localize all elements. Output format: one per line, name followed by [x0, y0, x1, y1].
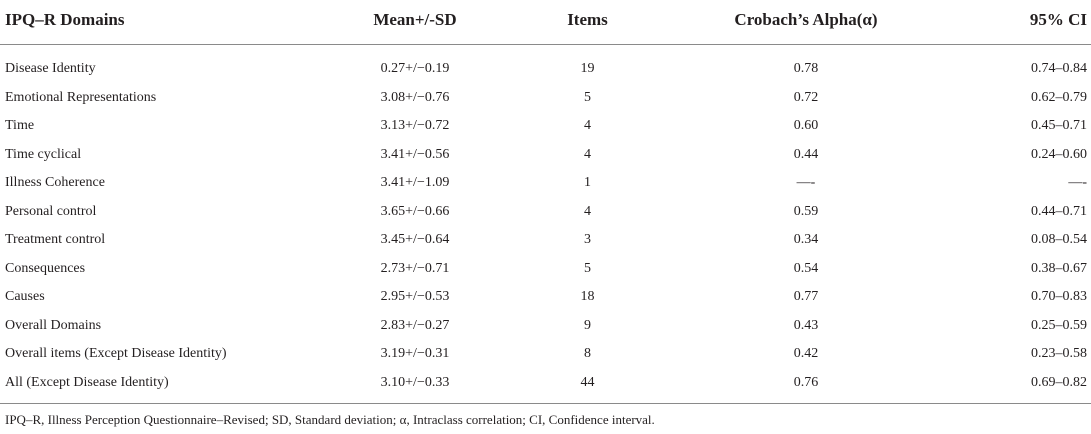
cell-ci: —- — [1068, 175, 1087, 191]
cell-mean-sd: 3.13+/−0.72 — [380, 118, 450, 134]
table-body — [0, 45, 1091, 404]
cell-mean-sd: 3.41+/−0.56 — [380, 146, 450, 162]
cell-alpha: 0.43 — [793, 317, 819, 333]
header-95-ci: 95% CI — [937, 0, 1091, 45]
cell-domain: Consequences — [5, 260, 86, 276]
cell-items: 8 — [584, 346, 591, 362]
cell-mean-sd: 2.95+/−0.53 — [380, 289, 450, 305]
cell-items: 4 — [584, 118, 591, 134]
table-row — [0, 169, 1091, 198]
cell-domain: Time — [5, 118, 35, 134]
table-row — [0, 141, 1091, 170]
cell-mean-sd: 0.27+/−0.19 — [380, 61, 450, 77]
cell-mean-sd: 2.73+/−0.71 — [380, 260, 450, 276]
table-row — [0, 312, 1091, 341]
cell-items: 4 — [584, 203, 591, 219]
cell-mean-sd: 2.83+/−0.27 — [380, 317, 450, 333]
cell-alpha: 0.42 — [793, 346, 819, 362]
cell-items: 3 — [584, 232, 591, 248]
table-header — [0, 0, 1091, 45]
cell-items: 19 — [580, 61, 595, 77]
cell-ci: 0.70–0.83 — [1031, 289, 1087, 305]
table-row — [0, 226, 1091, 255]
cell-mean-sd: 3.10+/−0.33 — [330, 369, 500, 404]
cell-ci: 0.69–0.82 — [937, 369, 1091, 404]
cell-items: 5 — [584, 89, 591, 105]
cell-domain: Disease Identity — [5, 61, 96, 77]
cell-alpha: 0.34 — [793, 232, 819, 248]
table-row — [0, 198, 1091, 227]
cell-alpha: 0.72 — [793, 89, 819, 105]
cell-alpha: 0.59 — [793, 203, 819, 219]
cell-alpha: 0.54 — [793, 260, 819, 276]
cell-ci: 0.08–0.54 — [1031, 232, 1087, 248]
cell-mean-sd: 3.08+/−0.76 — [380, 89, 450, 105]
cell-domain: Time cyclical — [5, 146, 82, 162]
table-row — [0, 283, 1091, 312]
cell-alpha: —- — [796, 175, 816, 191]
cell-ci: 0.38–0.67 — [1031, 260, 1087, 276]
cell-domain: Illness Coherence — [5, 175, 105, 191]
cell-mean-sd: 3.41+/−1.09 — [380, 175, 450, 191]
cell-items: 4 — [584, 146, 591, 162]
table-row — [0, 340, 1091, 369]
cell-domain: All (Except Disease Identity) — [0, 369, 330, 404]
cell-domain: Causes — [5, 289, 45, 305]
header-cronbach-alpha: Crobach’s Alpha(α) — [675, 0, 937, 45]
cell-alpha: 0.44 — [793, 146, 819, 162]
cell-items: 44 — [500, 369, 675, 404]
cell-domain: Overall Domains — [5, 317, 102, 333]
cell-domain: Emotional Representations — [5, 89, 157, 105]
cell-items: 9 — [584, 317, 591, 333]
header-row — [0, 0, 1091, 45]
cell-domain: Personal control — [5, 203, 97, 219]
cell-domain: Overall items (Except Disease Identity) — [5, 346, 227, 362]
cell-alpha: 0.76 — [675, 369, 937, 404]
table-row — [0, 112, 1091, 141]
table-row — [0, 45, 1091, 84]
header-domains: IPQ–R Domains — [0, 0, 330, 45]
cell-ci: 0.74–0.84 — [1031, 61, 1087, 77]
cell-ci: 0.44–0.71 — [1031, 203, 1087, 219]
header-items: Items — [500, 0, 675, 45]
header-mean-sd: Mean+/-SD — [330, 0, 500, 45]
cell-mean-sd: 3.65+/−0.66 — [380, 203, 450, 219]
cell-mean-sd: 3.19+/−0.31 — [380, 346, 450, 362]
cell-ci: 0.45–0.71 — [1031, 118, 1087, 134]
cell-items: 18 — [580, 289, 595, 305]
cell-alpha: 0.77 — [793, 289, 819, 305]
cell-ci: 0.62–0.79 — [1031, 89, 1087, 105]
cell-ci: 0.25–0.59 — [1031, 317, 1087, 333]
cell-ci: 0.23–0.58 — [1031, 346, 1087, 362]
cell-ci: 0.24–0.60 — [1031, 146, 1087, 162]
cell-domain: Treatment control — [5, 232, 106, 248]
cell-alpha: 0.60 — [793, 118, 819, 134]
table-row — [0, 255, 1091, 284]
cell-mean-sd: 3.45+/−0.64 — [380, 232, 450, 248]
table-footnote: IPQ–R, Illness Perception Questionnaire–Revised; SD, Standard deviation; α, Intraclass correlation; CI, Confidence interval. — [5, 412, 655, 427]
cell-items: 5 — [584, 260, 591, 276]
table-row — [0, 369, 1091, 404]
table-row — [0, 84, 1091, 113]
cell-items: 1 — [584, 175, 591, 191]
cell-alpha: 0.78 — [793, 61, 819, 77]
